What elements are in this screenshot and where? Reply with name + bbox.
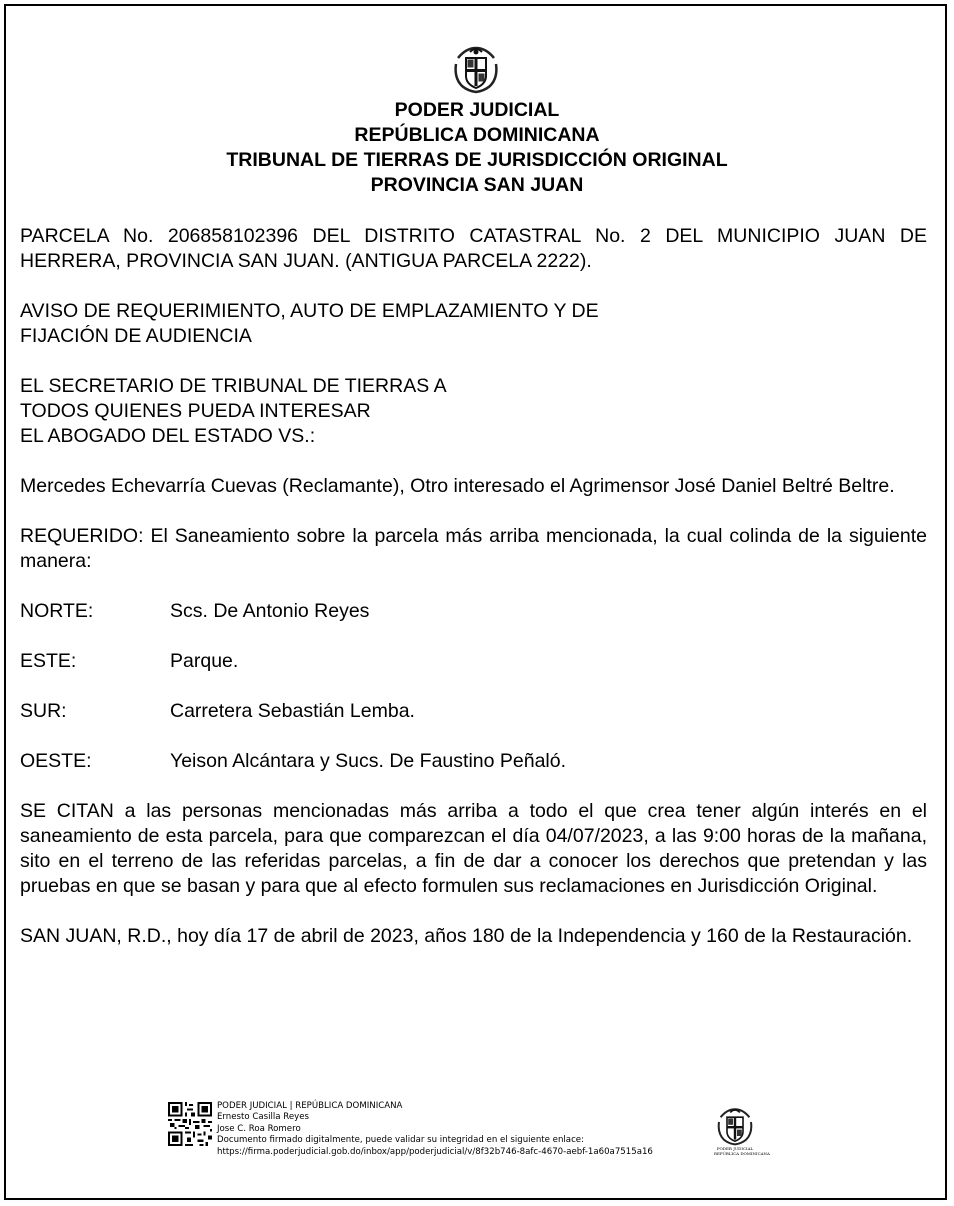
header-line-1: PODER JUDICIAL [394,99,560,121]
boundary-row [20,649,927,674]
signature-text [217,1101,653,1158]
boundary-value: Carretera Sebastián Lemba. [170,700,415,722]
seal-caption: PODER JUDICIAL [716,1146,754,1151]
boundary-value: Yeison Alcántara y Sucs. De Faustino Peñaló. [170,750,567,772]
secretario-line-2: TODOS QUIENES PUEDA INTERESAR [20,400,371,422]
secretario-paragraph [20,374,927,449]
header-line-4: PROVINCIA SAN JUAN [370,174,584,196]
boundary-value: Scs. De Antonio Reyes [170,600,370,622]
seal-caption: REPÚBLICA DOMINICANA [714,1151,770,1156]
document-body [20,224,927,974]
parcela-paragraph: PARCELA No. 206858102396 DEL DISTRITO CATASTRAL No. 2 DEL MUNICIPIO JUAN DE HERRERA, PROVINCIA SAN JUAN. (ANTIGUA PARCELA 2222). [20,225,927,272]
citan-paragraph: SE CITAN a las personas mencionadas más arriba a todo el que crea tener algún interés en el saneamiento de esta parcela, para que comparezcan el día 04/07/2023, a las 9:00 horas de la mañana, sito en el terreno de las referidas parcelas, a fin de dar a conocer los derechos que pretendan y las pruebas en que se basan y para que al efecto formulen sus reclamaciones en Jurisdicción Original. [20,800,927,897]
boundary-row [20,749,927,774]
signer-name: Ernesto Casilla Reyes [217,1112,310,1123]
digital-signature-block [168,1101,768,1167]
coat-of-arms-icon [714,1106,756,1146]
closing-paragraph: SAN JUAN, R.D., hoy día 17 de abril de 2023, años 180 de la Independencia y 160 de la Restauración. [20,925,913,947]
qr-code-icon[interactable] [168,1102,212,1146]
signer-name: Jose C. Roa Romero [217,1123,301,1134]
header-line-2: REPÚBLICA DOMINICANA [354,124,600,146]
validation-url[interactable]: https://firma.poderjudicial.gob.do/inbox/app/poderjudicial/v/8f32b746-8afc-4670-aebf-1a60a7515a16 [217,1146,653,1157]
secretario-line-3: EL ABOGADO DEL ESTADO VS.: [20,425,316,447]
boundary-label: ESTE: [20,650,77,672]
boundary-label: OESTE: [20,750,92,772]
boundary-label: SUR: [20,700,67,722]
header-line-3: TRIBUNAL DE TIERRAS DE JURISDICCIÓN ORIGINAL [226,149,728,171]
boundary-label: NORTE: [20,600,94,622]
validation-notice: Documento firmado digitalmente, puede validar su integridad en el siguiente enlace: [217,1135,584,1146]
signature-org: PODER JUDICIAL | REPÚBLICA DOMINICANA [217,1101,403,1111]
boundary-row [20,699,927,724]
parties-paragraph: Mercedes Echevarría Cuevas (Reclamante), Otro interesado el Agrimensor José Daniel Beltré Beltre. [20,475,895,497]
aviso-line-2: FIJACIÓN DE AUDIENCIA [20,325,252,347]
boundary-value: Parque. [170,650,239,672]
boundary-row [20,599,927,624]
footer-seal [714,1106,770,1156]
aviso-paragraph [20,299,927,349]
requerido-paragraph: REQUERIDO: El Saneamiento sobre la parcela más arriba mencionada, la cual colinda de la siguiente manera: [20,525,927,572]
document-header [0,98,954,198]
secretario-line-1: EL SECRETARIO DE TRIBUNAL DE TIERRAS A [20,375,447,397]
coat-of-arms-icon [452,44,500,94]
aviso-line-1: AVISO DE REQUERIMIENTO, AUTO DE EMPLAZAMIENTO Y DE [20,300,599,322]
